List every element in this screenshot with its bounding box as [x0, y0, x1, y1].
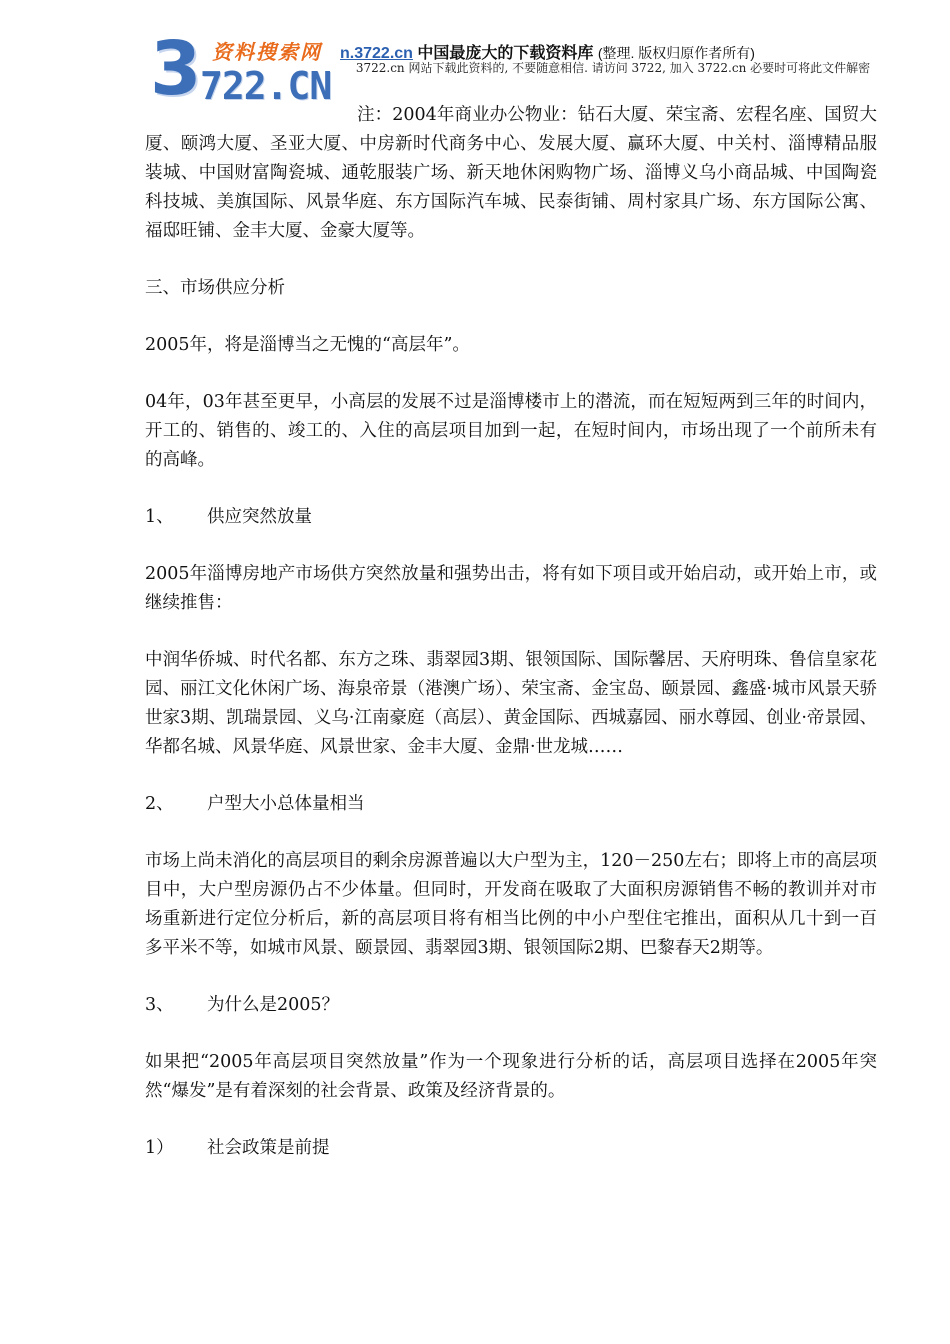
- logo-domain-text: 722.CN: [200, 64, 332, 108]
- list-heading: [145, 991, 877, 1020]
- logo-chinese-text: 资料搜索网: [212, 40, 322, 64]
- logo-digit: 3: [150, 26, 202, 112]
- site-link[interactable]: n.3722.cn: [340, 45, 413, 62]
- paragraph: 注：2004年商业办公物业：钻石大厦、荣宝斋、宏程名座、国贸大厦、颐鸿大厦、圣亚大厦、中房新时代商务中心、发展大厦、赢环大厦、中关村、淄博精品服装城、中国财富陶瓷城、通乾服装广场、新天地休闲购物广场、淄博义乌小商品城、中国陶瓷科技城、美旗国际、风景华庭、东方国际汽车城、民泰街铺、周村家具广场、东方国际公寓、福邸旺铺、金丰大厦、金豪大厦等。: [145, 105, 877, 241]
- paragraph: 市场上尚未消化的高层项目的剩余房源普遍以大户型为主，120－250左右；即将上市的高层项目中，大户型房源仍占不少体量。但同时，开发商在吸取了大面积房源销售不畅的教训并对市场重新进行定位分析后，新的高层项目将有相当比例的中小户型住宅推出，面积从几十到一百多平米不等，如城市风景、颐景园、翡翠园3期、银领国际2期、巴黎春天2期等。: [145, 851, 877, 958]
- paragraph: 如果把“2005年高层项目突然放量”作为一个现象进行分析的话，高层项目选择在2005年突然“爆发”是有着深刻的社会背景、政策及经济背景的。: [145, 1052, 877, 1101]
- list-number: 1、: [145, 507, 174, 527]
- paragraph: 2005年，将是淄博当之无愧的“高层年”。: [145, 335, 470, 355]
- library-title: 中国最庞大的下载资料库: [417, 45, 594, 62]
- paragraph: 中润华侨城、时代名都、东方之珠、翡翠园3期、银领国际、国际馨居、天府明珠、鲁信皇家花园、丽江文化休闲广场、海泉帝景（港澳广场）、荣宝斋、金宝岛、颐景园、鑫盛·城市风景天骄世家3期、凯瑞景园、义乌·江南豪庭（高层）、黄金国际、西城嘉园、丽水尊园、创业·帝景园、华都名城、风景华庭、风景世家、金丰大厦、金鼎·世龙城……: [145, 650, 877, 757]
- list-heading-text: 户型大小总体量相当: [207, 794, 365, 814]
- list-heading: [145, 790, 877, 819]
- list-heading-text: 为什么是2005？: [207, 995, 340, 1015]
- header-notice: 3722.cn 网站下载此资料的, 不要随意相信. 请访问 3722, 加入 3722.cn 必要时可将此文件解密: [355, 61, 871, 75]
- paragraph: 04年，03年甚至更早，小高层的发展不过是淄博楼市上的潜流，而在短短两到三年的时间内，开工的、销售的、竣工的、入住的高层项目加到一起，在短时间内，市场出现了一个前所未有的高峰。: [145, 392, 877, 470]
- site-logo[interactable]: [150, 26, 350, 112]
- section-heading: 三、市场供应分析: [145, 278, 285, 298]
- list-heading: [145, 503, 877, 532]
- copyright-note: (整理. 版权归原作者所有): [597, 45, 755, 61]
- document-body: [145, 101, 877, 1191]
- list-number: 3、: [145, 995, 174, 1015]
- list-heading-text: 供应突然放量: [207, 507, 312, 527]
- list-number: 2、: [145, 794, 174, 814]
- header-title: [340, 40, 755, 63]
- list-heading-text: 社会政策是前提: [207, 1138, 330, 1158]
- list-number: 1）: [145, 1138, 174, 1158]
- list-heading: [145, 1134, 877, 1163]
- paragraph: 2005年淄博房地产市场供方突然放量和强势出击，将有如下项目或开始启动，或开始上市，或继续推售：: [145, 564, 877, 613]
